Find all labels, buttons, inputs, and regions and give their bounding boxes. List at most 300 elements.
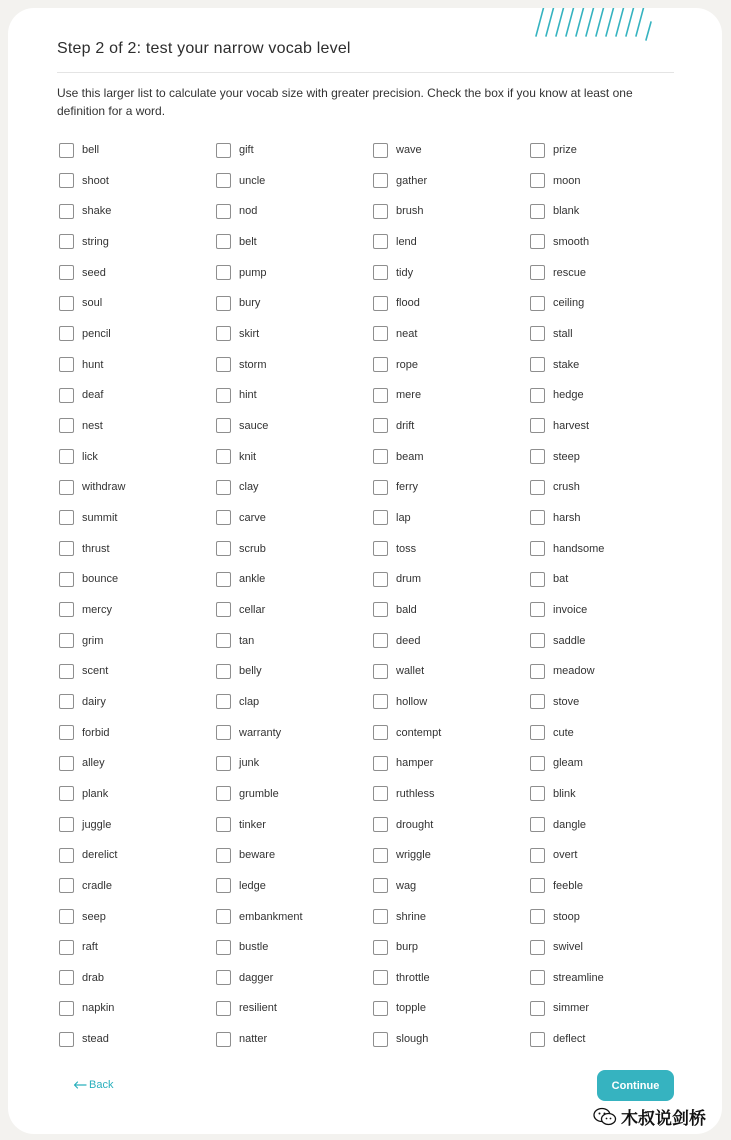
word-checkbox[interactable]: [59, 204, 74, 219]
word-checkbox[interactable]: [216, 296, 231, 311]
word-checkbox[interactable]: [59, 694, 74, 709]
word-label: natter: [239, 1033, 268, 1046]
word-item[interactable]: [59, 324, 209, 344]
word-checkbox[interactable]: [530, 143, 545, 158]
word-checkbox[interactable]: [530, 970, 545, 985]
word-item[interactable]: [59, 171, 209, 191]
word-checkbox[interactable]: [373, 633, 388, 648]
word-item[interactable]: [59, 845, 209, 865]
word-checkbox[interactable]: [530, 725, 545, 740]
word-checkbox[interactable]: [216, 418, 231, 433]
word-item[interactable]: [216, 477, 366, 497]
word-label: rescue: [553, 266, 587, 279]
word-label: wag: [396, 879, 417, 892]
word-item[interactable]: [216, 753, 366, 773]
word-checkbox[interactable]: [373, 296, 388, 311]
word-item[interactable]: [216, 385, 366, 405]
word-checkbox[interactable]: [59, 848, 74, 863]
word-item[interactable]: [530, 140, 680, 160]
word-label: prize: [553, 144, 577, 156]
word-item[interactable]: [216, 661, 366, 681]
word-label: deflect: [553, 1033, 586, 1046]
word-checkbox[interactable]: [59, 449, 74, 464]
word-item[interactable]: [216, 355, 366, 375]
word-item[interactable]: [59, 477, 209, 497]
word-label: juggle: [82, 818, 112, 831]
word-item[interactable]: [530, 723, 680, 743]
word-checkbox[interactable]: [530, 234, 545, 249]
word-item[interactable]: [59, 1029, 209, 1049]
word-item[interactable]: [373, 477, 523, 497]
word-item[interactable]: [530, 753, 680, 773]
word-item[interactable]: [59, 355, 209, 375]
word-label: streamline: [553, 971, 604, 984]
word-item[interactable]: [216, 1029, 366, 1049]
word-item[interactable]: [59, 508, 209, 528]
word-item[interactable]: [530, 508, 680, 528]
word-checkbox[interactable]: [59, 265, 74, 280]
word-item[interactable]: [59, 232, 209, 252]
word-item[interactable]: [530, 784, 680, 804]
word-checkbox[interactable]: [373, 664, 388, 679]
word-checkbox[interactable]: [216, 572, 231, 587]
word-checkbox[interactable]: [216, 878, 231, 893]
word-item[interactable]: [373, 784, 523, 804]
word-item[interactable]: [216, 876, 366, 896]
word-checkbox[interactable]: [59, 602, 74, 617]
word-checkbox[interactable]: [59, 234, 74, 249]
word-checkbox[interactable]: [530, 664, 545, 679]
word-label: belt: [239, 235, 257, 248]
word-label: lap: [396, 511, 411, 524]
word-item[interactable]: [530, 692, 680, 712]
word-checkbox[interactable]: [373, 388, 388, 403]
word-item[interactable]: [530, 1029, 680, 1049]
word-checkbox[interactable]: [373, 510, 388, 525]
word-item[interactable]: [530, 355, 680, 375]
word-item[interactable]: [59, 968, 209, 988]
word-checkbox[interactable]: [216, 848, 231, 863]
word-item[interactable]: [216, 600, 366, 620]
word-checkbox[interactable]: [216, 786, 231, 801]
word-item[interactable]: [530, 263, 680, 283]
word-item[interactable]: [530, 324, 680, 344]
word-checkbox[interactable]: [530, 418, 545, 433]
word-item[interactable]: [216, 447, 366, 467]
word-checkbox[interactable]: [530, 756, 545, 771]
word-label: feeble: [553, 879, 583, 892]
word-item[interactable]: [530, 477, 680, 497]
word-item[interactable]: [216, 723, 366, 743]
word-item[interactable]: [373, 937, 523, 957]
word-item[interactable]: [373, 815, 523, 835]
word-checkbox[interactable]: [530, 265, 545, 280]
word-item[interactable]: [59, 201, 209, 221]
word-item[interactable]: [59, 631, 209, 651]
word-checkbox[interactable]: [530, 296, 545, 311]
word-checkbox[interactable]: [59, 909, 74, 924]
word-checkbox[interactable]: [59, 418, 74, 433]
word-item[interactable]: [530, 968, 680, 988]
word-label: alley: [82, 757, 105, 770]
word-item[interactable]: [59, 907, 209, 927]
word-checkbox[interactable]: [216, 388, 231, 403]
word-checkbox[interactable]: [530, 817, 545, 832]
word-checkbox[interactable]: [530, 204, 545, 219]
word-label: gift: [239, 144, 254, 156]
word-label: handsome: [553, 542, 605, 555]
word-checkbox[interactable]: [59, 1001, 74, 1016]
word-item[interactable]: [59, 539, 209, 559]
word-checkbox[interactable]: [373, 204, 388, 219]
word-checkbox[interactable]: [373, 234, 388, 249]
word-label: gather: [396, 174, 428, 187]
word-item[interactable]: [373, 385, 523, 405]
word-checkbox[interactable]: [373, 265, 388, 280]
word-label: forbid: [82, 726, 110, 739]
word-item[interactable]: [373, 539, 523, 559]
word-item[interactable]: [216, 998, 366, 1018]
word-checkbox[interactable]: [216, 326, 231, 341]
word-label: hunt: [82, 358, 104, 371]
word-item[interactable]: [59, 661, 209, 681]
word-label: hamper: [396, 757, 434, 770]
word-item[interactable]: [530, 385, 680, 405]
back-label: Back: [89, 1079, 114, 1091]
word-item[interactable]: [373, 753, 523, 773]
word-checkbox[interactable]: [59, 725, 74, 740]
word-label: cellar: [239, 603, 266, 616]
word-item[interactable]: [59, 263, 209, 283]
word-item[interactable]: [373, 293, 523, 313]
word-item[interactable]: [373, 907, 523, 927]
word-checkbox[interactable]: [530, 848, 545, 863]
word-checkbox[interactable]: [216, 449, 231, 464]
word-checkbox[interactable]: [216, 1032, 231, 1047]
word-item[interactable]: [373, 661, 523, 681]
word-checkbox[interactable]: [373, 418, 388, 433]
word-label: seep: [82, 910, 106, 923]
word-checkbox[interactable]: [373, 786, 388, 801]
word-label: topple: [396, 1002, 426, 1015]
word-item[interactable]: [59, 937, 209, 957]
word-item[interactable]: [216, 692, 366, 712]
word-label: ceiling: [553, 297, 585, 310]
word-checkbox[interactable]: [216, 204, 231, 219]
word-label: contempt: [396, 726, 442, 739]
word-item[interactable]: [373, 1029, 523, 1049]
word-checkbox[interactable]: [530, 786, 545, 801]
word-checkbox[interactable]: [530, 909, 545, 924]
word-checkbox[interactable]: [530, 480, 545, 495]
word-checkbox[interactable]: [59, 173, 74, 188]
word-checkbox[interactable]: [216, 234, 231, 249]
word-label: stoop: [553, 910, 580, 923]
word-item[interactable]: [373, 171, 523, 191]
word-checkbox[interactable]: [59, 633, 74, 648]
word-label: uncle: [239, 174, 266, 187]
word-item[interactable]: [373, 263, 523, 283]
word-label: smooth: [553, 235, 590, 248]
word-checkbox[interactable]: [59, 326, 74, 341]
word-item[interactable]: [530, 569, 680, 589]
word-checkbox[interactable]: [373, 1032, 388, 1047]
word-checkbox[interactable]: [373, 1001, 388, 1016]
word-checkbox[interactable]: [216, 1001, 231, 1016]
word-checkbox[interactable]: [216, 633, 231, 648]
word-item[interactable]: [373, 569, 523, 589]
word-item[interactable]: [530, 539, 680, 559]
word-checkbox[interactable]: [216, 970, 231, 985]
word-checkbox[interactable]: [216, 756, 231, 771]
word-item[interactable]: [59, 600, 209, 620]
word-item[interactable]: [216, 539, 366, 559]
word-label: clay: [239, 481, 259, 494]
word-checkbox[interactable]: [530, 326, 545, 341]
word-checkbox[interactable]: [59, 970, 74, 985]
word-checkbox[interactable]: [373, 878, 388, 893]
word-item[interactable]: [216, 293, 366, 313]
word-item[interactable]: [530, 600, 680, 620]
word-label: bell: [82, 144, 100, 156]
word-checkbox[interactable]: [530, 572, 545, 587]
word-checkbox[interactable]: [373, 326, 388, 341]
word-item[interactable]: [59, 416, 209, 436]
word-item[interactable]: [373, 692, 523, 712]
word-checkbox[interactable]: [59, 756, 74, 771]
word-checkbox[interactable]: [373, 970, 388, 985]
word-label: plank: [82, 787, 109, 800]
word-checkbox[interactable]: [530, 940, 545, 955]
word-item[interactable]: [530, 815, 680, 835]
word-item[interactable]: [530, 998, 680, 1018]
word-label: dairy: [82, 695, 106, 708]
word-label: embankment: [239, 910, 303, 923]
word-checkbox[interactable]: [216, 541, 231, 556]
word-label: napkin: [82, 1002, 115, 1015]
word-checkbox[interactable]: [216, 143, 231, 158]
word-item[interactable]: [373, 508, 523, 528]
word-item[interactable]: [530, 201, 680, 221]
word-label: sauce: [239, 419, 269, 432]
word-item[interactable]: [530, 661, 680, 681]
word-checkbox[interactable]: [216, 694, 231, 709]
word-item[interactable]: [530, 907, 680, 927]
word-label: soul: [82, 297, 103, 310]
word-item[interactable]: [216, 232, 366, 252]
word-checkbox[interactable]: [373, 143, 388, 158]
word-item[interactable]: [216, 815, 366, 835]
word-item[interactable]: [373, 998, 523, 1018]
word-item[interactable]: [373, 447, 523, 467]
word-label: tan: [239, 634, 255, 647]
word-label: withdraw: [82, 481, 126, 494]
word-item[interactable]: [373, 845, 523, 865]
word-item[interactable]: [373, 876, 523, 896]
word-item[interactable]: [216, 845, 366, 865]
word-item[interactable]: [59, 293, 209, 313]
word-checkbox[interactable]: [59, 541, 74, 556]
word-item[interactable]: [530, 293, 680, 313]
word-item[interactable]: [59, 723, 209, 743]
word-item[interactable]: [530, 631, 680, 651]
word-checkbox[interactable]: [216, 664, 231, 679]
word-item[interactable]: [373, 324, 523, 344]
word-checkbox[interactable]: [59, 1032, 74, 1047]
word-checkbox[interactable]: [216, 357, 231, 372]
word-checkbox[interactable]: [373, 480, 388, 495]
word-checkbox[interactable]: [216, 510, 231, 525]
word-item[interactable]: [216, 263, 366, 283]
word-checkbox[interactable]: [59, 388, 74, 403]
word-checkbox[interactable]: [59, 572, 74, 587]
instructions-text: Use this larger list to calculate your vocab size with greater precision. Check the box if you know at least one definition for a word.: [57, 86, 633, 118]
word-label: ankle: [239, 573, 266, 586]
word-item[interactable]: [216, 416, 366, 436]
word-item[interactable]: [59, 998, 209, 1018]
word-item[interactable]: [216, 784, 366, 804]
word-checkbox[interactable]: [373, 357, 388, 372]
word-item[interactable]: [216, 968, 366, 988]
word-checkbox[interactable]: [373, 449, 388, 464]
word-checkbox[interactable]: [530, 1001, 545, 1016]
word-checkbox[interactable]: [530, 357, 545, 372]
word-item[interactable]: [59, 753, 209, 773]
word-checkbox[interactable]: [530, 878, 545, 893]
word-checkbox[interactable]: [373, 940, 388, 955]
word-label: drab: [82, 971, 105, 984]
word-checkbox[interactable]: [530, 510, 545, 525]
word-item[interactable]: [373, 631, 523, 651]
word-label: grim: [82, 634, 104, 647]
back-link[interactable]: [73, 1079, 113, 1091]
word-item[interactable]: [216, 140, 366, 160]
word-item[interactable]: [59, 876, 209, 896]
word-item[interactable]: [373, 232, 523, 252]
word-checkbox[interactable]: [530, 602, 545, 617]
word-checkbox[interactable]: [216, 480, 231, 495]
word-item[interactable]: [373, 355, 523, 375]
word-checkbox[interactable]: [216, 265, 231, 280]
continue-button[interactable]: Continue: [597, 1070, 674, 1101]
word-label: mere: [396, 389, 422, 402]
word-label: harsh: [553, 511, 581, 524]
word-label: ledge: [239, 879, 266, 892]
word-checkbox[interactable]: [373, 817, 388, 832]
word-item[interactable]: [216, 201, 366, 221]
word-item[interactable]: [59, 385, 209, 405]
word-checkbox[interactable]: [373, 572, 388, 587]
word-label: string: [82, 235, 109, 248]
word-checkbox[interactable]: [530, 541, 545, 556]
word-label: bustle: [239, 941, 269, 954]
word-checkbox[interactable]: [59, 817, 74, 832]
word-checkbox[interactable]: [59, 143, 74, 158]
word-item[interactable]: [530, 845, 680, 865]
word-item[interactable]: [373, 416, 523, 436]
word-label: storm: [239, 358, 267, 371]
word-checkbox[interactable]: [59, 480, 74, 495]
word-checkbox[interactable]: [530, 449, 545, 464]
word-item[interactable]: [216, 569, 366, 589]
word-item[interactable]: [530, 416, 680, 436]
word-checkbox[interactable]: [373, 848, 388, 863]
word-label: cradle: [82, 879, 112, 892]
word-item[interactable]: [373, 723, 523, 743]
word-checkbox[interactable]: [59, 357, 74, 372]
word-checkbox[interactable]: [59, 664, 74, 679]
word-checkbox[interactable]: [216, 602, 231, 617]
word-item[interactable]: [530, 447, 680, 467]
word-checkbox[interactable]: [530, 1032, 545, 1047]
word-checkbox[interactable]: [59, 786, 74, 801]
word-checkbox[interactable]: [373, 694, 388, 709]
word-item[interactable]: [530, 937, 680, 957]
word-label: drought: [396, 818, 434, 831]
word-checkbox[interactable]: [373, 602, 388, 617]
word-checkbox[interactable]: [530, 694, 545, 709]
word-checkbox[interactable]: [216, 725, 231, 740]
word-checkbox[interactable]: [373, 173, 388, 188]
word-checkbox[interactable]: [530, 173, 545, 188]
word-item[interactable]: [59, 447, 209, 467]
word-item[interactable]: [530, 232, 680, 252]
word-label: ferry: [396, 481, 418, 494]
word-item[interactable]: [216, 508, 366, 528]
word-item[interactable]: [373, 201, 523, 221]
word-item[interactable]: [216, 631, 366, 651]
word-label: scrub: [239, 542, 266, 555]
word-item[interactable]: [373, 140, 523, 160]
word-item[interactable]: [59, 784, 209, 804]
word-checkbox[interactable]: [216, 909, 231, 924]
word-item[interactable]: [216, 171, 366, 191]
word-item[interactable]: [373, 968, 523, 988]
word-checkbox[interactable]: [373, 909, 388, 924]
word-checkbox[interactable]: [373, 725, 388, 740]
word-label: harvest: [553, 419, 590, 432]
word-label: shake: [82, 205, 112, 218]
word-item[interactable]: [59, 815, 209, 835]
word-item[interactable]: [530, 876, 680, 896]
word-item[interactable]: [59, 692, 209, 712]
word-item[interactable]: [216, 937, 366, 957]
word-checkbox[interactable]: [216, 940, 231, 955]
word-label: blink: [553, 787, 576, 800]
word-item[interactable]: [216, 324, 366, 344]
word-label: derelict: [82, 849, 118, 862]
word-item[interactable]: [59, 569, 209, 589]
word-checkbox[interactable]: [59, 510, 74, 525]
word-item[interactable]: [216, 907, 366, 927]
word-checkbox[interactable]: [373, 541, 388, 556]
word-checkbox[interactable]: [216, 173, 231, 188]
word-label: neat: [396, 327, 418, 340]
word-item[interactable]: [373, 600, 523, 620]
word-checkbox[interactable]: [530, 633, 545, 648]
word-checkbox[interactable]: [530, 388, 545, 403]
word-label: drum: [396, 573, 422, 586]
word-checkbox[interactable]: [216, 817, 231, 832]
word-label: summit: [82, 511, 118, 524]
word-item[interactable]: [530, 171, 680, 191]
word-item[interactable]: [59, 140, 209, 160]
word-checkbox[interactable]: [59, 940, 74, 955]
word-checkbox[interactable]: [373, 756, 388, 771]
word-checkbox[interactable]: [59, 878, 74, 893]
word-label: invoice: [553, 603, 588, 616]
word-checkbox[interactable]: [59, 296, 74, 311]
